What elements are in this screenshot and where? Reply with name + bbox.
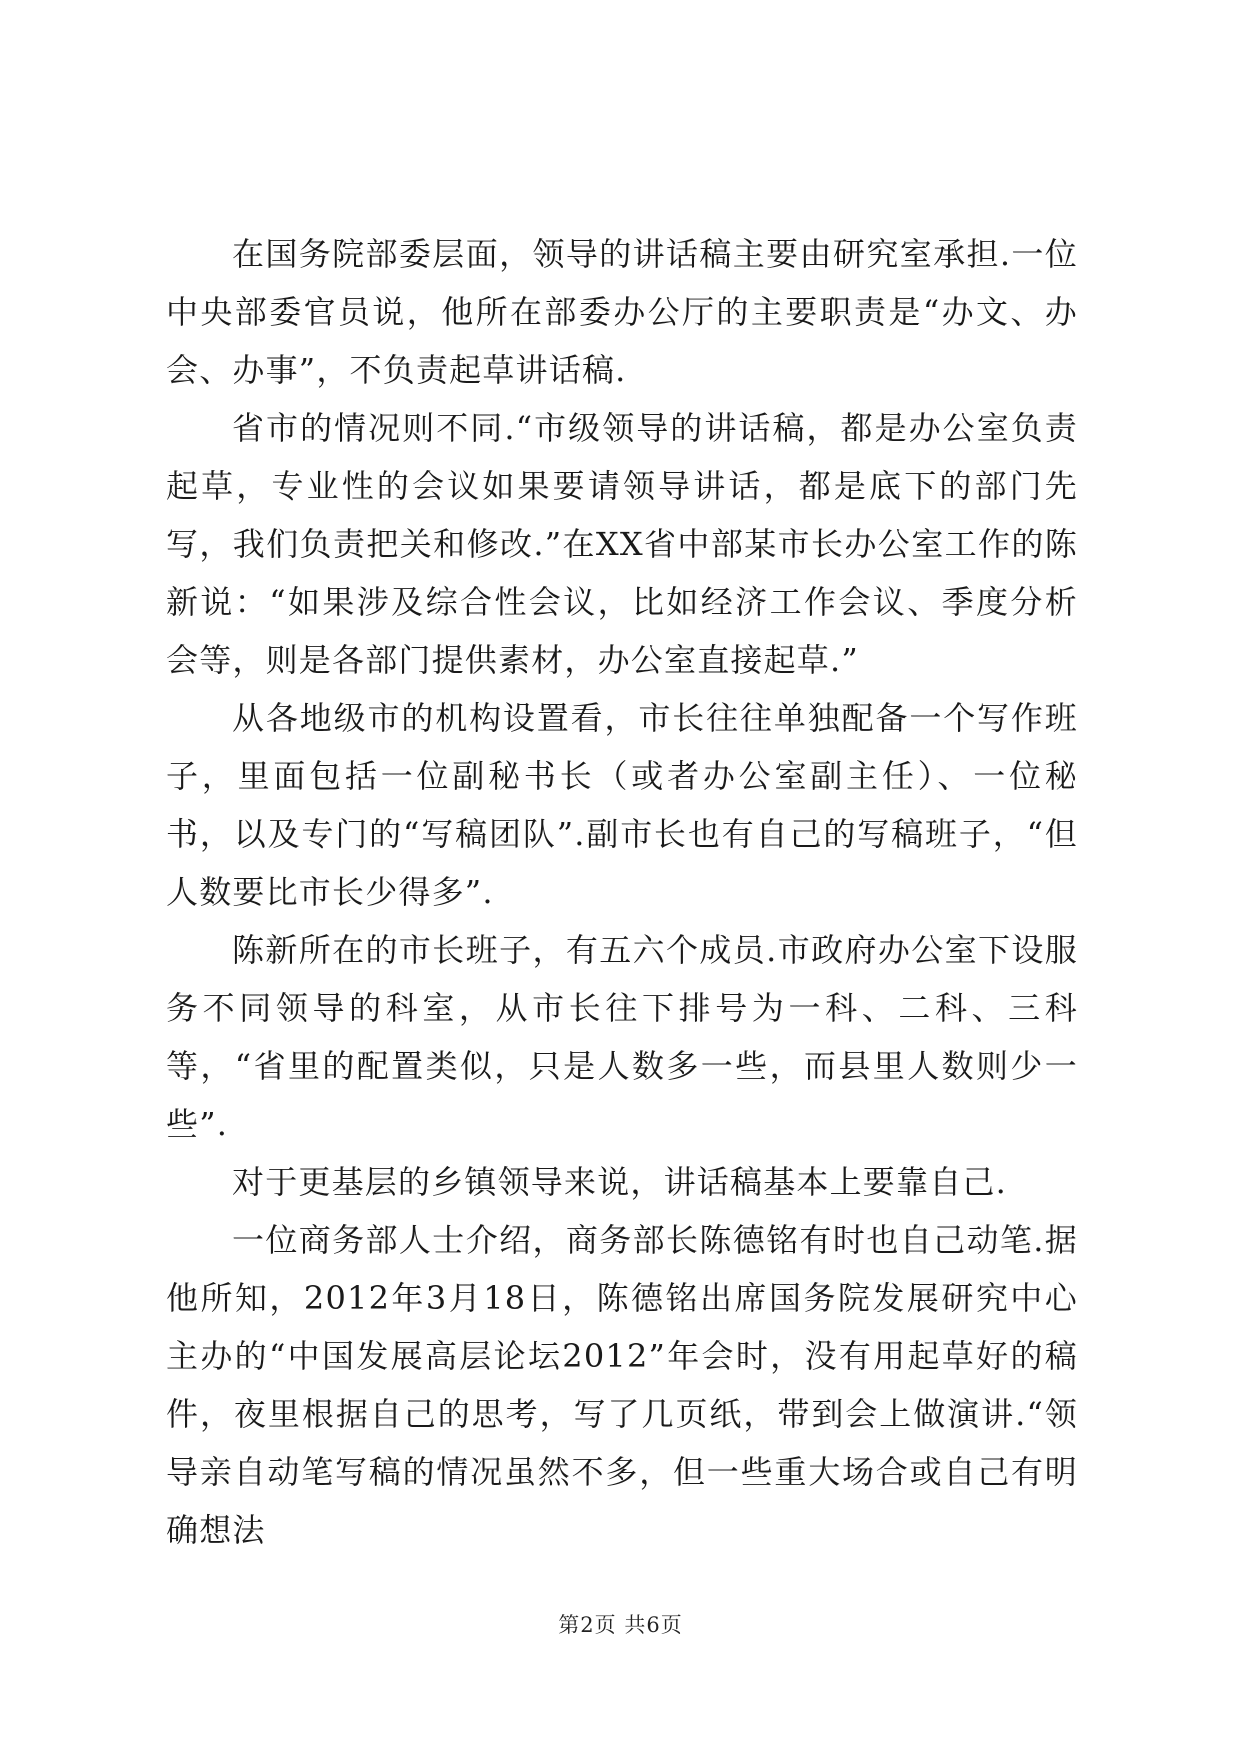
- paragraph-commerce-minister: 一位商务部人士介绍，商务部长陈德铭有时也自己动笔.据他所知，2012年3月18日，陈德铭出席国务院发展研究中心主办的“中国发展高层论坛2012”年会时，没有用起草好的稿件，夜里根据自己的思考，写了几页纸，带到会上做演讲.“领导亲自动笔写稿的情况虽然不多，但一些重大场合或自己有明确想法: [166, 1221, 1078, 1549]
- document-body: [166, 225, 1078, 1559]
- paragraph-ministry-level: 在国务院部委层面，领导的讲话稿主要由研究室承担.一位中央部委官员说，他所在部委办公厅的主要职责是“办文、办会、办事”，不负责起草讲话稿.: [166, 235, 1078, 389]
- paragraph-chen-xin-team: 陈新所在的市长班子，有五六个成员.市政府办公室下设服务不同领导的科室，从市长往下排号为一科、二科、三科等，“省里的配置类似，只是人数多一些，而县里人数则少一些”.: [166, 931, 1078, 1143]
- paragraph-city-writing-team: 从各地级市的机构设置看，市长往往单独配备一个写作班子，里面包括一位副秘书长（或者办公室副主任）、一位秘书，以及专门的“写稿团队”.副市长也有自己的写稿班子，“但人数要比市长少得多”.: [166, 699, 1078, 911]
- paragraph-township-level: 对于更基层的乡镇领导来说，讲话稿基本上要靠自己.: [232, 1163, 1007, 1201]
- paragraph-provincial-city: 省市的情况则不同.“市级领导的讲话稿，都是办公室负责起草，专业性的会议如果要请领导讲话，都是底下的部门先写，我们负责把关和修改.”在XX省中部某市长办公室工作的陈新说：“如果涉及综合性会议，比如经济工作会议、季度分析会等，则是各部门提供素材，办公室直接起草.”: [166, 409, 1078, 679]
- page-number-footer: 第2页 共6页: [558, 1613, 683, 1637]
